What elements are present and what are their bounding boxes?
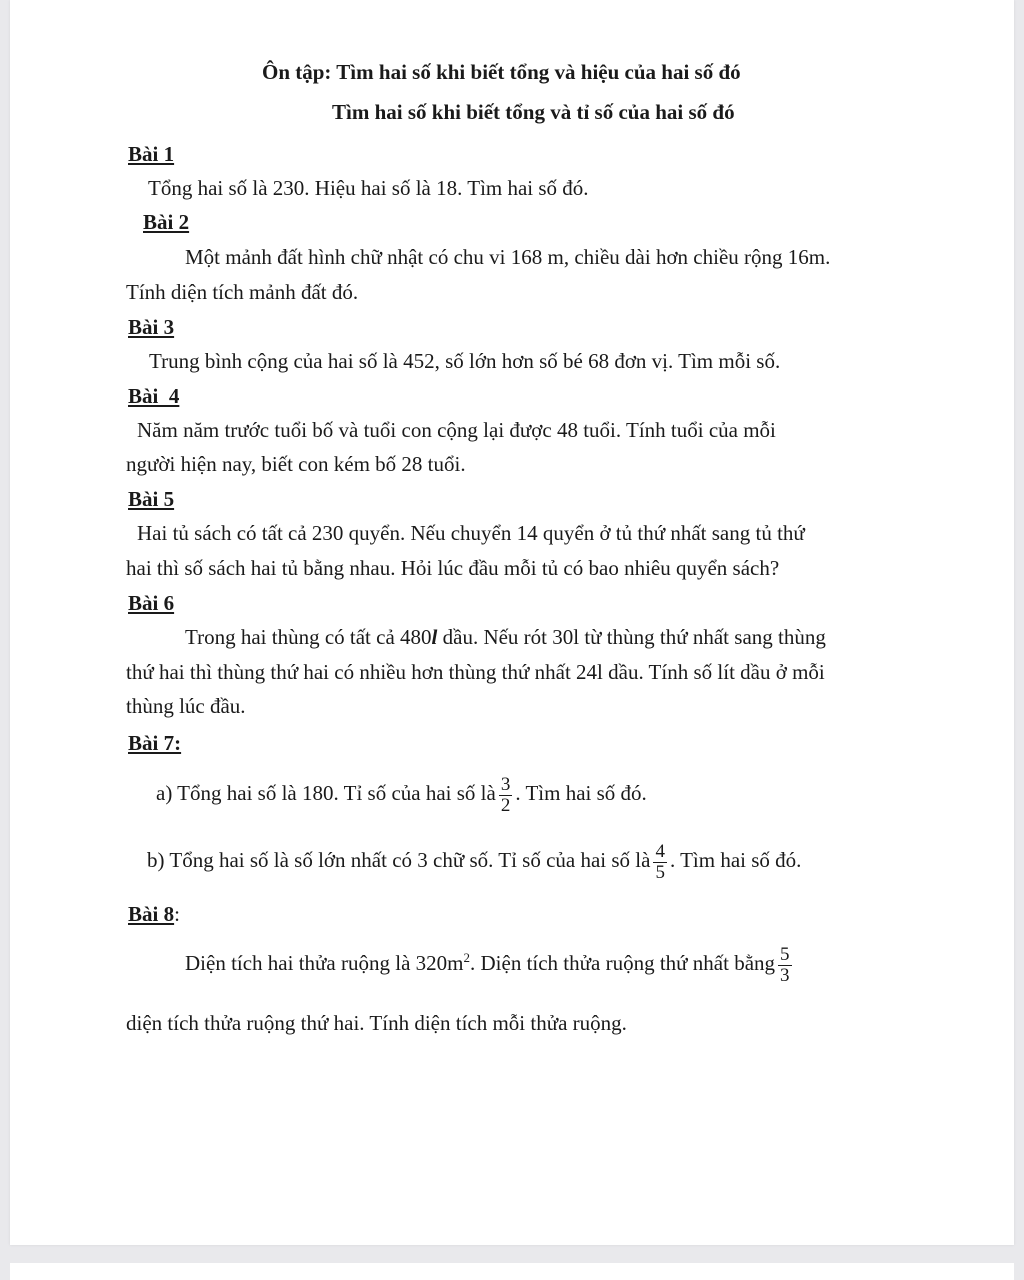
bai-8-fraction: [778, 945, 792, 986]
bai-4-heading: [128, 384, 179, 408]
bai-7b-numerator: 4: [655, 840, 665, 862]
bai-6-text-line-1: [185, 625, 826, 649]
bai-7a-fraction: [499, 775, 513, 816]
bai-8-mid: . Diện tích thửa ruộng thứ nhất bằng: [470, 951, 776, 975]
bai-7a-text: [156, 770, 647, 816]
bai-2-heading: Bài 2: [143, 210, 190, 234]
bai-2-text-line-1: Một mảnh đất hình chữ nhật có chu vi 168 m, chiều dài hơn chiều rộng 16m.: [185, 245, 831, 269]
bai-7a-denominator: 2: [500, 794, 511, 816]
bai-3-text: Trung bình cộng của hai số là 452, số lớn hơn số bé 68 đơn vị. Tìm mỗi số.: [149, 349, 781, 373]
bai-7b-fraction: [653, 842, 667, 883]
bai-4-heading-text: Bài 4: [128, 384, 180, 408]
bai-8-text-line-2: diện tích thửa ruộng thứ hai. Tính diện tích mỗi thửa ruộng.: [126, 1011, 627, 1035]
next-page-edge: [10, 1263, 1014, 1280]
bai-7b-text: [147, 837, 801, 883]
bai-8-heading-line: [128, 902, 180, 926]
title-line-1: Ôn tập: Tìm hai số khi biết tổng và hiệu của hai số đó: [262, 60, 741, 84]
bai-6-text-line-1-b: dầu. Nếu rót 30l từ thùng thứ nhất sang thùng: [437, 625, 826, 649]
document-page: [10, 0, 1014, 1245]
bai-1-text: Tổng hai số là 230. Hiệu hai số là 18. Tìm hai số đó.: [148, 176, 589, 200]
bai-8-text-line-1: [185, 940, 795, 986]
bai-8-colon: :: [174, 902, 180, 926]
bai-4-text-line-2: người hiện nay, biết con kém bố 28 tuổi.: [126, 452, 466, 476]
bai-8-numerator: 5: [780, 943, 790, 965]
bai-7b-post: . Tìm hai số đó.: [669, 848, 802, 872]
bai-8-pre: Diện tích hai thửa ruộng là 320m: [185, 951, 464, 975]
bai-8-heading: Bài 8: [128, 902, 175, 926]
bai-6-heading: Bài 6: [128, 591, 175, 615]
bai-7b-pre: b) Tổng hai số là số lớn nhất có 3 chữ số. Tỉ số của hai số là: [147, 848, 651, 872]
bai-2-text-line-2: Tính diện tích mảnh đất đó.: [126, 280, 359, 304]
bai-6-unit: l: [431, 625, 438, 649]
bai-6-text-line-2: thứ hai thì thùng thứ hai có nhiều hơn thùng thứ nhất 24l dầu. Tính số lít dầu ở mỗi: [126, 660, 825, 684]
bai-7-heading: Bài 7:: [128, 731, 182, 755]
bai-4-text-line-1: Năm năm trước tuổi bố và tuổi con cộng lại được 48 tuổi. Tính tuổi của mỗi: [137, 418, 776, 442]
bai-8-denominator: 3: [780, 964, 790, 986]
bai-7a-pre: a) Tổng hai số là 180. Tỉ số của hai số là: [156, 781, 496, 805]
title-line-2: Tìm hai số khi biết tổng và tỉ số của hai số đó: [332, 100, 735, 124]
bai-8-superscript: 2: [463, 950, 470, 965]
bai-5-heading: Bài 5: [128, 487, 175, 511]
bai-6-text-line-1-a: Trong hai thùng có tất cả 480: [185, 625, 432, 649]
bai-3-heading: Bài 3: [128, 315, 175, 339]
bai-7a-numerator: 3: [500, 773, 511, 795]
bai-7a-post: . Tìm hai số đó.: [515, 781, 647, 805]
bai-7b-denominator: 5: [655, 861, 665, 883]
bai-5-text-line-2: hai thì số sách hai tủ bằng nhau. Hỏi lúc đầu mỗi tủ có bao nhiêu quyển sách?: [126, 556, 780, 580]
bai-1-heading: Bài 1: [128, 142, 175, 166]
bai-5-text-line-1: Hai tủ sách có tất cả 230 quyển. Nếu chuyển 14 quyển ở tủ thứ nhất sang tủ thứ: [137, 521, 805, 545]
bai-6-text-line-3: thùng lúc đầu.: [126, 694, 246, 718]
